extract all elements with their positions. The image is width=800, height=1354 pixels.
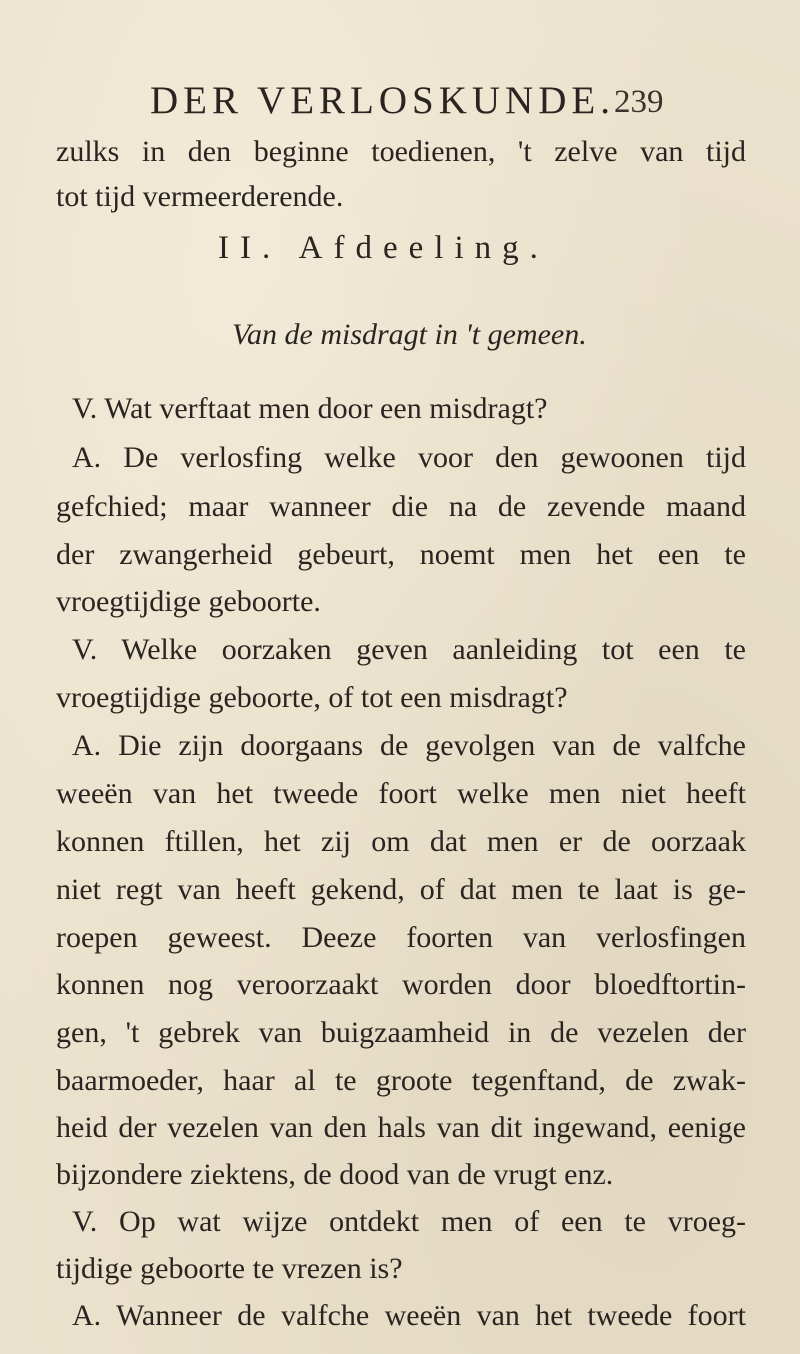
text-line-4: A. De verlosfing welke voor den gewoonen tijd [72, 441, 746, 474]
text-line-13: niet regt van heeft gekend, of dat men te laat is ge- [56, 873, 746, 906]
section-heading: II. Afdeeling. [218, 230, 549, 266]
text-line-19: bijzondere ziektens, de dood van de vrugt enz. [56, 1158, 614, 1191]
text-line-18: heid der vezelen van den hals van dit ingewand, eenige [56, 1111, 746, 1144]
section-subheading: Van de misdragt in 't gemeen. [232, 318, 587, 351]
text-line-12: konnen ftillen, het zij om dat men er de oorzaak [56, 825, 746, 858]
text-line-14: roepen geweest. Deeze foorten van verlosfingen [56, 921, 746, 954]
text-line-21: tijdige geboorte te vrezen is? [56, 1252, 403, 1285]
text-line-22: A. Wanneer de valfche weeën van het tweede foort [72, 1299, 746, 1332]
text-line-10: A. Die zijn doorgaans de gevolgen van de valfche [72, 729, 746, 762]
text-line-8: V. Welke oorzaken geven aanleiding tot een te [72, 633, 746, 666]
text-line-17: baarmoeder, haar al te groote tegenftand, de zwak- [56, 1064, 746, 1097]
text-line-7: vroegtijdige geboorte. [56, 585, 321, 618]
text-line-11: weeën van het tweede foort welke men niet heeft [56, 777, 746, 810]
text-line-2: tot tijd vermeerderende. [56, 180, 344, 213]
running-head: DER VERLOSKUNDE. [150, 79, 615, 122]
text-line-15: konnen nog veroorzaakt worden door bloedftortin- [56, 968, 746, 1001]
text-line-3: V. Wat verftaat men door een misdragt? [72, 392, 548, 425]
text-line-1: zulks in den beginne toedienen, 't zelve van tijd [56, 135, 746, 168]
text-line-5: gefchied; maar wanneer die na de zevende maand [56, 490, 746, 523]
text-line-16: gen, 't gebrek van buigzaamheid in de vezelen der [56, 1016, 746, 1049]
text-line-20: V. Op wat wijze ontdekt men of een te vroeg- [72, 1205, 746, 1238]
text-line-9: vroegtijdige geboorte, of tot een misdragt? [56, 681, 568, 714]
text-line-6: der zwangerheid gebeurt, noemt men het een te [56, 538, 746, 571]
page-number: 239 [614, 84, 664, 120]
